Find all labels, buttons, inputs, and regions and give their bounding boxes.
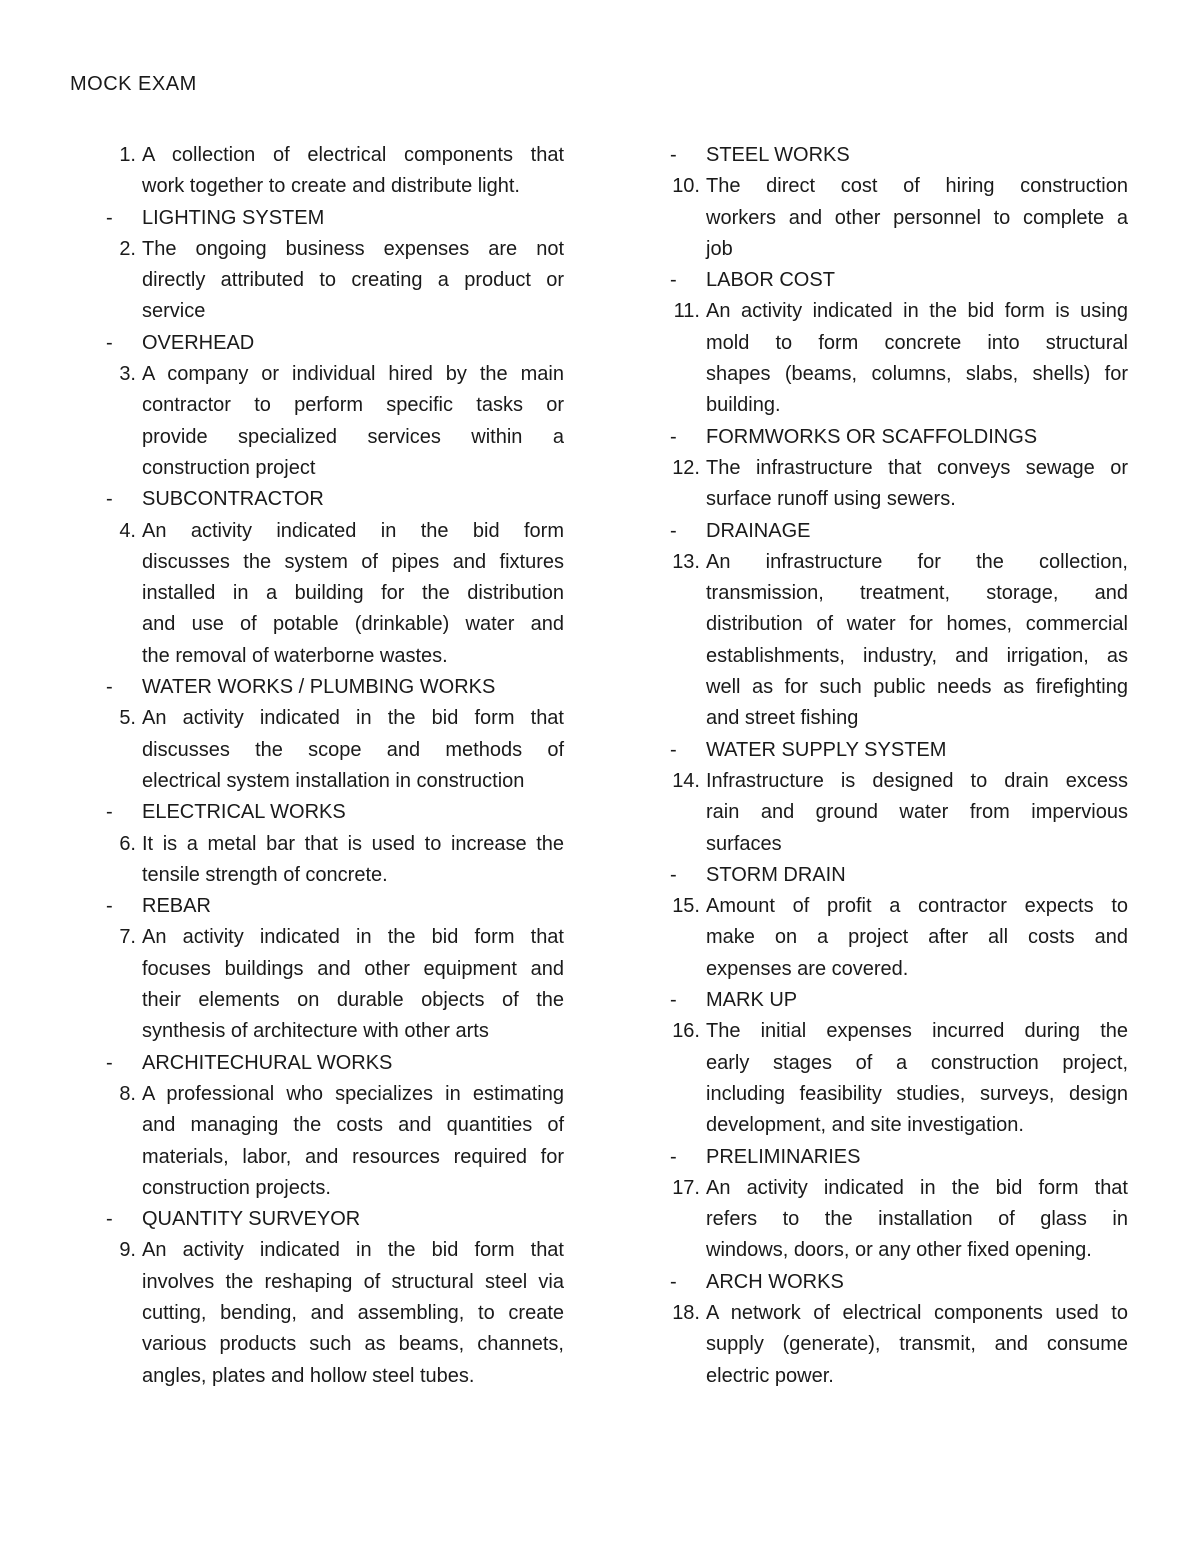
question-line xyxy=(706,234,1128,265)
question-line xyxy=(142,954,564,985)
question-line xyxy=(672,1173,1128,1204)
question-line xyxy=(706,578,1128,609)
question-text: job xyxy=(706,237,733,260)
answer-text: OVERHEAD xyxy=(142,331,255,354)
question-line xyxy=(706,829,1128,860)
question-line xyxy=(706,797,1128,828)
question-text: mold to form concrete into structural xyxy=(706,331,1128,354)
answer-line xyxy=(106,1048,564,1079)
question-line xyxy=(142,171,564,202)
question-line xyxy=(142,390,564,421)
question-text: refers to the installation of glass in xyxy=(706,1208,1128,1231)
question-number: 9. xyxy=(119,1239,136,1262)
question-line xyxy=(706,1110,1128,1141)
question-number: 15. xyxy=(672,895,700,918)
question-line xyxy=(119,703,564,734)
question-text: building. xyxy=(706,394,781,417)
question-number: 5. xyxy=(119,707,136,730)
question-line xyxy=(706,328,1128,359)
question-line xyxy=(142,1361,564,1392)
question-text: An activity indicated in the bid form is using xyxy=(706,300,1128,323)
question-text: The initial expenses incurred during the xyxy=(706,1020,1128,1043)
question-text: It is a metal bar that is used to increase the xyxy=(142,832,564,855)
question-line xyxy=(706,1329,1128,1360)
question-line xyxy=(706,641,1128,672)
answer-text: WATER SUPPLY SYSTEM xyxy=(706,738,947,761)
question-line xyxy=(672,547,1128,578)
question-line xyxy=(672,171,1128,202)
answer-line xyxy=(670,265,1128,296)
question-text: An activity indicated in the bid form xyxy=(142,519,564,542)
answer-dash: - xyxy=(670,989,677,1012)
answer-line xyxy=(670,735,1128,766)
answer-text: QUANTITY SURVEYOR xyxy=(142,1208,361,1231)
question-line xyxy=(119,359,564,390)
answer-text: REBAR xyxy=(142,895,211,918)
question-text: The direct cost of hiring construction xyxy=(706,175,1128,198)
question-line xyxy=(706,359,1128,390)
question-text: Infrastructure is designed to drain excess xyxy=(706,769,1128,792)
answer-line xyxy=(106,328,564,359)
answer-text: FORMWORKS OR SCAFFOLDINGS xyxy=(706,425,1038,448)
question-text: An activity indicated in the bid form that xyxy=(706,1176,1128,1199)
answer-dash: - xyxy=(670,425,677,448)
answer-dash: - xyxy=(670,738,677,761)
question-text: materials, labor, and resources required for xyxy=(142,1145,564,1168)
answer-dash: - xyxy=(670,863,677,886)
question-line xyxy=(119,140,564,171)
question-number: 13. xyxy=(672,550,700,573)
page-title: MOCK EXAM xyxy=(70,73,197,95)
answer-text: DRAINAGE xyxy=(706,519,811,542)
question-text: development, and site investigation. xyxy=(706,1114,1024,1137)
question-text: An activity indicated in the bid form that xyxy=(142,707,564,730)
question-text: A collection of electrical components that xyxy=(142,144,564,166)
question-text: early stages of a construction project, xyxy=(706,1051,1128,1074)
question-text: transmission, treatment, storage, and xyxy=(706,582,1128,605)
question-line xyxy=(706,672,1128,703)
question-text: A company or individual hired by the main xyxy=(142,363,564,386)
answer-text: ARCHITECHURAL WORKS xyxy=(142,1051,393,1074)
question-text: rain and ground water from impervious xyxy=(706,801,1128,824)
question-text: and use of potable (drinkable) water and xyxy=(142,613,564,636)
question-text: and managing the costs and quantities of xyxy=(142,1114,564,1137)
question-line xyxy=(706,1048,1128,1079)
answer-text: MARK UP xyxy=(706,989,798,1012)
question-line xyxy=(672,891,1128,922)
question-number: 12. xyxy=(672,456,700,479)
answer-dash: - xyxy=(106,331,113,354)
answer-dash: - xyxy=(106,895,113,918)
question-number: 10. xyxy=(672,175,700,198)
answer-text: PRELIMINARIES xyxy=(706,1145,861,1168)
question-text: work together to create and distribute light. xyxy=(142,175,520,198)
question-line xyxy=(706,922,1128,953)
question-text: Amount of profit a contractor expects to xyxy=(706,895,1128,918)
question-text: An activity indicated in the bid form that xyxy=(142,1239,564,1262)
question-line xyxy=(142,985,564,1016)
question-line xyxy=(142,1173,564,1204)
answer-line xyxy=(670,516,1128,547)
answer-line xyxy=(670,422,1128,453)
question-line xyxy=(119,1235,564,1266)
question-text: and street fishing xyxy=(706,707,859,730)
question-text: well as for such public needs as firefighting xyxy=(706,676,1128,699)
question-number: 14. xyxy=(672,769,700,792)
question-line xyxy=(142,766,564,797)
question-text: construction projects. xyxy=(142,1176,331,1199)
question-text: directly attributed to creating a product or xyxy=(142,269,564,292)
question-number: 16. xyxy=(672,1020,700,1043)
answer-line xyxy=(106,203,564,234)
question-text: service xyxy=(142,300,206,323)
question-text: construction project xyxy=(142,456,316,479)
answer-text: WATER WORKS / PLUMBING WORKS xyxy=(142,676,496,699)
question-line xyxy=(142,547,564,578)
question-number: 3. xyxy=(119,363,136,386)
question-line xyxy=(142,1016,564,1047)
question-line xyxy=(706,954,1128,985)
question-text: A professional who specializes in estimating xyxy=(142,1082,564,1105)
question-text: expenses are covered. xyxy=(706,957,909,980)
answer-line xyxy=(106,891,564,922)
question-number: 1. xyxy=(119,144,136,166)
question-line xyxy=(142,1298,564,1329)
question-text: An activity indicated in the bid form that xyxy=(142,926,564,949)
question-text: windows, doors, or any other fixed opening. xyxy=(706,1239,1092,1262)
answer-dash: - xyxy=(106,206,113,229)
question-line xyxy=(706,484,1128,515)
question-text: discusses the system of pipes and fixtures xyxy=(142,550,564,573)
question-line xyxy=(706,1204,1128,1235)
question-line xyxy=(142,1329,564,1360)
answer-dash: - xyxy=(106,1051,113,1074)
question-number: 7. xyxy=(119,926,136,949)
question-line xyxy=(142,641,564,672)
answer-dash: - xyxy=(670,1145,677,1168)
answer-dash: - xyxy=(106,1208,113,1231)
answer-line xyxy=(106,1204,564,1235)
question-line xyxy=(706,390,1128,421)
question-number: 4. xyxy=(119,519,136,542)
question-line xyxy=(706,203,1128,234)
answer-dash: - xyxy=(670,144,677,166)
answer-dash: - xyxy=(106,676,113,699)
question-line xyxy=(706,1235,1128,1266)
question-text: their elements on durable objects of the xyxy=(142,989,564,1012)
answer-line xyxy=(670,140,1128,171)
answer-text: STORM DRAIN xyxy=(706,863,846,886)
answer-text: LABOR COST xyxy=(706,269,835,292)
question-line xyxy=(119,922,564,953)
answer-dash: - xyxy=(670,1270,677,1293)
question-text: An infrastructure for the collection, xyxy=(706,550,1128,573)
question-line xyxy=(142,296,564,327)
question-line xyxy=(142,1267,564,1298)
question-text: electrical system installation in construction xyxy=(142,769,525,792)
answer-line xyxy=(670,1142,1128,1173)
answer-text: LIGHTING SYSTEM xyxy=(142,206,325,229)
question-text: installed in a building for the distribution xyxy=(142,582,564,605)
question-line xyxy=(142,735,564,766)
question-line xyxy=(672,453,1128,484)
question-number: 18. xyxy=(672,1301,700,1324)
answer-dash: - xyxy=(106,801,113,824)
question-text: synthesis of architecture with other arts xyxy=(142,1020,489,1043)
question-text: focuses buildings and other equipment and xyxy=(142,957,564,980)
question-text: distribution of water for homes, commercial xyxy=(706,613,1128,636)
question-text: discusses the scope and methods of xyxy=(142,738,564,761)
answer-line xyxy=(106,797,564,828)
question-line xyxy=(706,1079,1128,1110)
question-text: workers and other personnel to complete a xyxy=(706,206,1128,229)
answer-text: ELECTRICAL WORKS xyxy=(142,801,346,824)
question-text: shapes (beams, columns, slabs, shells) for xyxy=(706,363,1128,386)
question-line xyxy=(673,296,1128,327)
question-text: supply (generate), transmit, and consume xyxy=(706,1333,1128,1356)
question-number: 11. xyxy=(673,300,700,323)
question-text: surfaces xyxy=(706,832,782,855)
answer-line xyxy=(670,1267,1128,1298)
question-text: including feasibility studies, surveys, design xyxy=(706,1082,1128,1105)
answer-dash: - xyxy=(670,519,677,542)
question-line xyxy=(142,1142,564,1173)
question-number: 8. xyxy=(119,1082,136,1105)
question-line xyxy=(119,829,564,860)
question-line xyxy=(142,609,564,640)
answer-line xyxy=(670,860,1128,891)
question-text: various products such as beams, channets, xyxy=(142,1333,564,1356)
question-text: the removal of waterborne wastes. xyxy=(142,644,448,667)
question-line xyxy=(142,422,564,453)
question-line xyxy=(142,578,564,609)
question-line xyxy=(142,860,564,891)
answer-dash: - xyxy=(670,269,677,292)
question-text: tensile strength of concrete. xyxy=(142,863,388,886)
question-line xyxy=(672,1298,1128,1329)
question-number: 6. xyxy=(119,832,136,855)
answer-text: SUBCONTRACTOR xyxy=(142,488,324,511)
question-text: involves the reshaping of structural steel via xyxy=(142,1270,564,1293)
question-line xyxy=(119,234,564,265)
question-line xyxy=(706,609,1128,640)
left-column xyxy=(106,140,564,1392)
question-text: surface runoff using sewers. xyxy=(706,488,956,511)
question-text: angles, plates and hollow steel tubes. xyxy=(142,1364,475,1387)
question-line xyxy=(706,1361,1128,1392)
question-text: cutting, bending, and assembling, to create xyxy=(142,1301,564,1324)
question-line xyxy=(142,1110,564,1141)
question-text: electric power. xyxy=(706,1364,834,1387)
answer-line xyxy=(106,672,564,703)
answer-line xyxy=(106,484,564,515)
question-text: contractor to perform specific tasks or xyxy=(142,394,564,417)
question-text: The ongoing business expenses are not xyxy=(142,237,564,260)
answer-text: STEEL WORKS xyxy=(706,144,850,166)
answer-line xyxy=(670,985,1128,1016)
question-line xyxy=(706,703,1128,734)
question-text: establishments, industry, and irrigation, as xyxy=(706,644,1128,667)
question-text: make on a project after all costs and xyxy=(706,926,1128,949)
question-line xyxy=(142,453,564,484)
question-text: The infrastructure that conveys sewage or xyxy=(706,456,1128,479)
question-line xyxy=(672,1016,1128,1047)
question-text: provide specialized services within a xyxy=(142,425,564,448)
answer-dash: - xyxy=(106,488,113,511)
question-line xyxy=(142,265,564,296)
question-line xyxy=(672,766,1128,797)
question-text: A network of electrical components used to xyxy=(706,1301,1128,1324)
question-line xyxy=(119,516,564,547)
right-column xyxy=(670,140,1128,1392)
question-number: 17. xyxy=(672,1176,700,1199)
answer-text: ARCH WORKS xyxy=(706,1270,844,1293)
question-line xyxy=(119,1079,564,1110)
question-number: 2. xyxy=(119,237,136,260)
